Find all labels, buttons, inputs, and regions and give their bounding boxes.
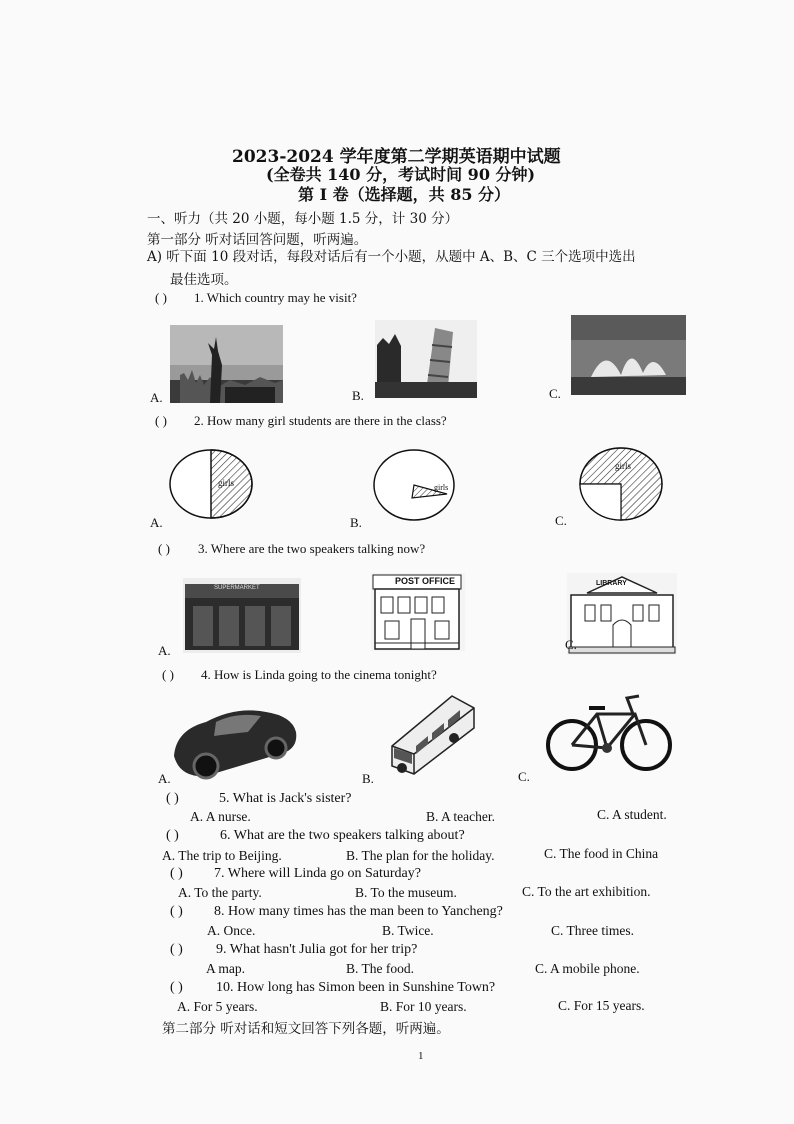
answer-paren[interactable]: ( ) xyxy=(155,413,167,428)
instruction-line-1: A) 听下面 10 段对话，每段对话后有一个小题，从题中 A、B、C 三个选项中选出 xyxy=(147,249,636,265)
post-office-sign: POST OFFICE xyxy=(395,576,456,586)
answer-paren[interactable]: ( ) xyxy=(170,904,183,919)
option-a-label: A. xyxy=(150,515,163,530)
question-4: 4. How is Linda going to the cinema tonight? xyxy=(201,667,437,682)
option-a-label: A. xyxy=(158,771,171,786)
option-c-label: C. xyxy=(565,637,577,652)
option-a: A. Once. xyxy=(207,923,256,938)
instruction-line-2: 最佳选项。 xyxy=(170,272,238,288)
statue-of-liberty-image xyxy=(170,325,283,403)
option-c: C. A student. xyxy=(597,807,667,822)
option-a: A. To the party. xyxy=(178,885,262,900)
exam-subtitle: (全卷共 140 分，考试时间 90 分钟) xyxy=(266,165,536,184)
part1-heading: 第一部分 听对话回答问题，听两遍。 xyxy=(147,232,368,248)
pie-chart-large-slice xyxy=(578,446,664,522)
option-b-label: B. xyxy=(352,388,364,403)
option-a: A. A nurse. xyxy=(190,809,251,824)
answer-paren[interactable]: ( ) xyxy=(166,791,179,806)
option-a: A map. xyxy=(206,961,245,976)
option-b: B. The food. xyxy=(346,961,414,976)
car-image xyxy=(166,700,300,782)
option-c: C. To the art exhibition. xyxy=(522,884,651,899)
option-b-label: B. xyxy=(350,515,362,530)
option-b: B. To the museum. xyxy=(355,885,457,900)
answer-paren[interactable]: ( ) xyxy=(170,942,183,957)
option-c-label: C. xyxy=(518,769,530,784)
question-6: 6. What are the two speakers talking about? xyxy=(220,828,465,843)
question-3: 3. Where are the two speakers talking now? xyxy=(198,541,426,556)
option-c: C. A mobile phone. xyxy=(535,961,640,976)
question-2: 2. How many girl students are there in the class? xyxy=(194,413,447,428)
option-b: B. The plan for the holiday. xyxy=(346,848,495,863)
option-b-label: B. xyxy=(362,771,374,786)
question-8: 8. How many times has the man been to Yancheng? xyxy=(214,904,503,919)
option-c-label: C. xyxy=(555,513,567,528)
bus-image xyxy=(384,688,479,776)
option-b: B. For 10 years. xyxy=(380,999,467,1014)
option-a-label: A. xyxy=(150,390,163,405)
option-c: C. For 15 years. xyxy=(558,998,645,1013)
question-9: 9. What hasn't Julia got for her trip? xyxy=(216,942,418,957)
pie-label-girls: girls xyxy=(218,478,235,488)
option-b: B. A teacher. xyxy=(426,809,495,824)
option-a: A. For 5 years. xyxy=(177,999,258,1014)
supermarket-sign: SUPERMARKET xyxy=(214,585,260,591)
option-b: B. Twice. xyxy=(382,923,434,938)
bicycle-image xyxy=(545,690,673,772)
answer-paren[interactable]: ( ) xyxy=(170,866,183,881)
option-a-label: A. xyxy=(158,643,171,658)
question-10: 10. How long has Simon been in Sunshine Town? xyxy=(216,980,496,995)
answer-paren[interactable]: ( ) xyxy=(162,667,174,682)
volume-heading: 第 I 卷（选择题，共 85 分） xyxy=(298,185,511,204)
pie-label-girls: girls xyxy=(434,483,449,492)
section-heading: 一、听力（共 20 小题，每小题 1.5 分，计 30 分） xyxy=(147,211,459,227)
opera-house-image xyxy=(571,315,686,395)
answer-paren[interactable]: ( ) xyxy=(166,828,179,843)
option-c: C. Three times. xyxy=(551,923,634,938)
pie-chart-half xyxy=(168,448,254,520)
question-7: 7. Where will Linda go on Saturday? xyxy=(214,866,421,881)
leaning-tower-image xyxy=(375,320,477,398)
exam-title: 2023-2024 学年度第二学期英语期中试题 xyxy=(232,147,561,167)
page-number: 1 xyxy=(418,1050,424,1062)
option-a: A. The trip to Beijing. xyxy=(162,848,282,863)
question-1: 1. Which country may he visit? xyxy=(194,290,357,305)
answer-paren[interactable]: ( ) xyxy=(155,290,167,305)
option-c: C. The food in China xyxy=(544,846,659,861)
part2-heading: 第二部分 听对话和短文回答下列各题，听两遍。 xyxy=(162,1021,450,1037)
library-sign: LIBRARY xyxy=(596,580,627,587)
pie-label-girls: girls xyxy=(615,461,632,471)
option-c-label: C. xyxy=(549,386,561,401)
answer-paren[interactable]: ( ) xyxy=(158,541,170,556)
question-5: 5. What is Jack's sister? xyxy=(219,791,352,806)
answer-paren[interactable]: ( ) xyxy=(170,980,183,995)
